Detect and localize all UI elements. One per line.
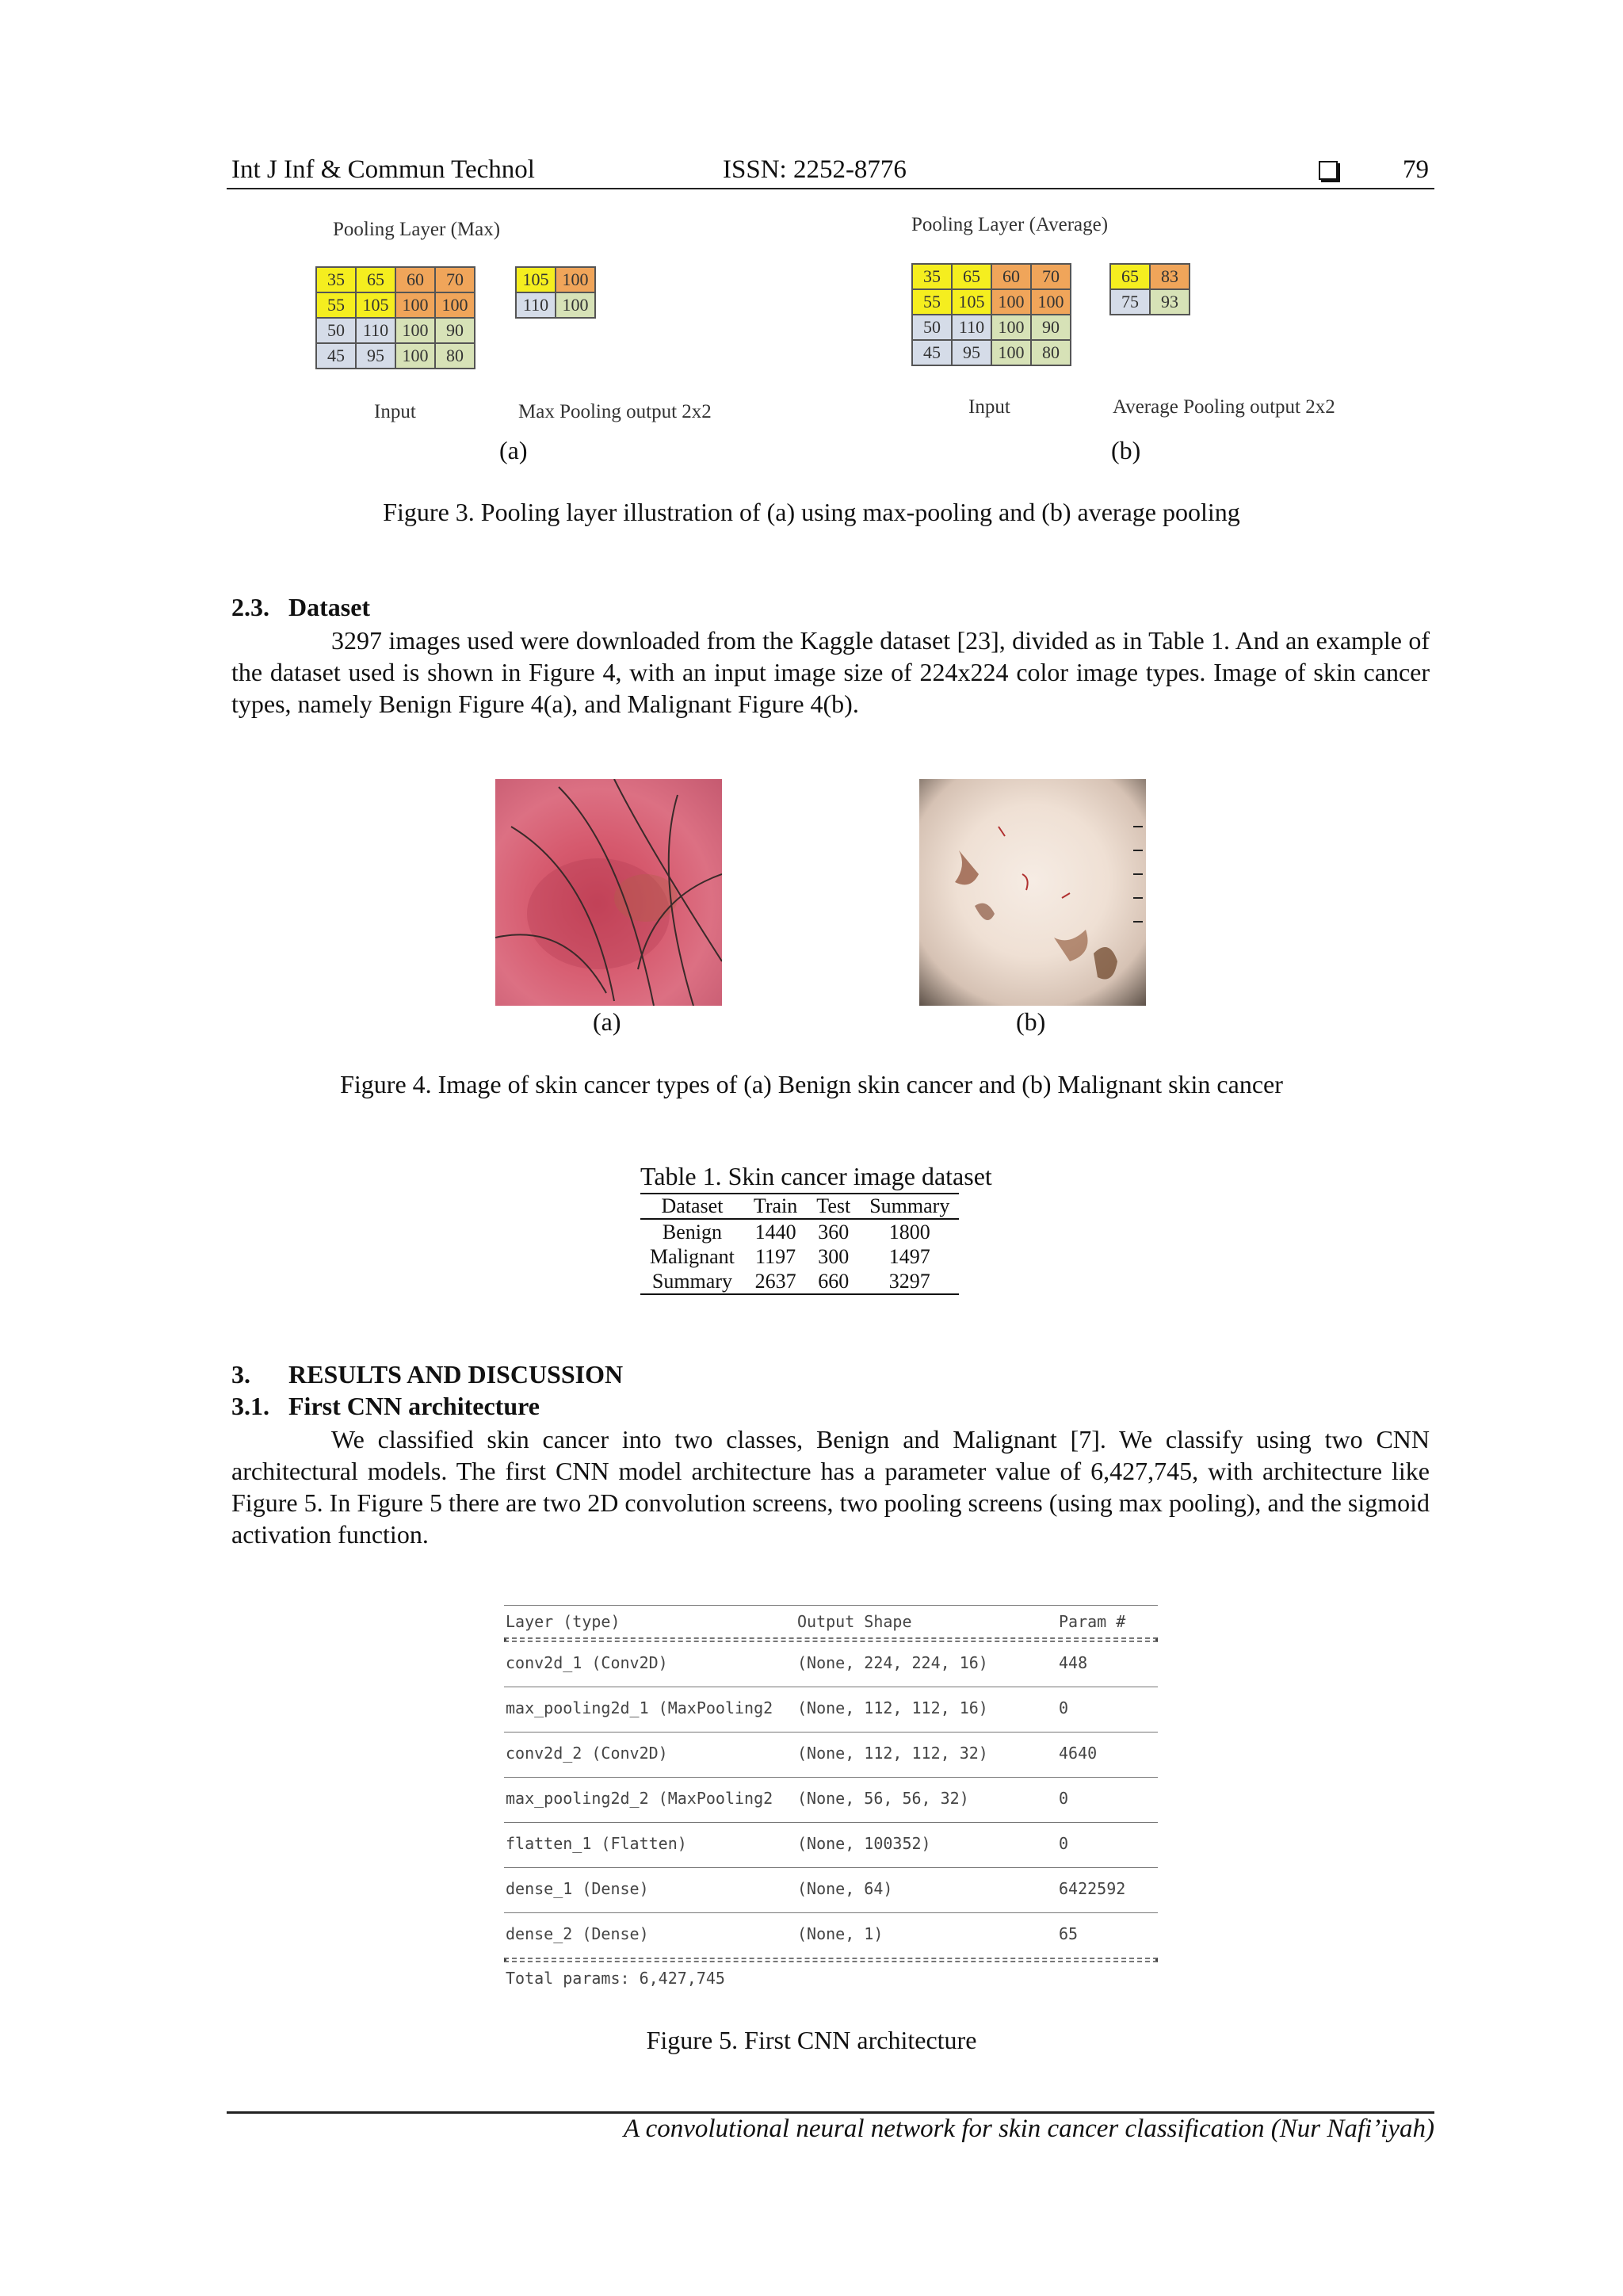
grid-cell: 80 [1031,340,1071,365]
table-row [504,1913,1158,1958]
table-cell: 1440 [754,1221,796,1244]
summary-cell: conv2d_2 (Conv2D) [506,1744,668,1763]
avg-output-label: Average Pooling output 2x2 [1113,396,1335,418]
summary-cell: Param # [1059,1612,1126,1631]
grid-cell: 35 [316,267,356,292]
summary-cell: max_pooling2d_2 (MaxPooling2 [506,1789,773,1808]
summary-cell: 6422592 [1059,1879,1126,1898]
table-row [504,1733,1158,1777]
max-input-grid [315,266,475,369]
fig4-sub-a: (a) [593,1007,621,1036]
table1 [640,1193,959,1295]
section-3-1-paragraph: We classified skin cancer into two classes, Benign and Malignant [7]. We classify using two CNN architectural models. The first CNN model architecture has a parameter value of 6,427,745, with architecture like Figure 5. In Figure 5 there are two 2D convolution screens, two pooling screens (using max pooling), and the sigmoid activation function. [231,1425,1430,1549]
table1-title: Table 1. Skin cancer image dataset [640,1162,992,1190]
avg-input-label: Input [968,396,1010,418]
table-row [504,1823,1158,1867]
table-cell: 1497 [888,1245,930,1268]
grid-cell: 70 [1031,264,1071,289]
max-output-grid [515,266,596,319]
summary-cell: 0 [1059,1834,1069,1853]
fig3-sub-b: (b) [1111,436,1141,464]
summary-cell: (None, 56, 56, 32) [797,1789,969,1808]
header-rule [227,188,1434,189]
model-summary [504,1605,1158,1994]
col-dataset: Dataset [640,1194,744,1219]
section-2-3-paragraph: 3297 images used were downloaded from the Kaggle dataset [23], divided as in Table 1. And an example of the dataset used is shown in Figure 4, with an input image size of 224x224 color image types. Image of skin cancer types, namely Benign Figure 4(a), and Malignant Figure 4(b). [231,626,1430,718]
grid-cell: 100 [395,343,435,369]
table-row [504,1868,1158,1912]
grid-cell: 110 [516,292,556,318]
table-cell: 300 [818,1245,850,1268]
summary-cell: (None, 100352) [797,1834,931,1853]
table-cell: 1197 [755,1245,796,1268]
max-output-label: Max Pooling output 2x2 [518,401,712,422]
avg-output-grid [1109,263,1190,315]
fig3-sub-a: (a) [499,436,528,464]
grid-cell: 60 [395,267,435,292]
grid-cell: 50 [316,318,356,343]
section-3-1-heading: 3.1. First CNN architecture [231,1392,540,1420]
table-row [640,1219,959,1244]
grid-cell: 55 [912,289,952,315]
grid-cell: 80 [435,343,475,369]
summary-cell: (None, 64) [797,1879,893,1898]
grid-cell: 93 [1150,289,1190,315]
table-cell: 2637 [744,1269,807,1294]
table-row [640,1244,959,1269]
summary-cell: Layer (type) [506,1612,621,1631]
issn: ISSN: 2252-8776 [723,155,907,184]
summary-cell: flatten_1 (Flatten) [506,1834,687,1853]
grid-cell: 35 [912,264,952,289]
summary-cell: Total params: 6,427,745 [506,1969,725,1988]
grid-cell: 50 [912,315,952,340]
grid-cell: 110 [356,318,395,343]
col-test: Test [807,1194,860,1219]
grid-cell: 45 [912,340,952,365]
table-row [504,1778,1158,1822]
total-params [504,1962,1158,1994]
summary-cell: 65 [1059,1924,1079,1943]
col-train: Train [744,1194,807,1219]
figure4-caption: Figure 4. Image of skin cancer types of (a) Benign skin cancer and (b) Malignant skin cancer [340,1070,1283,1098]
grid-cell: 100 [435,292,475,318]
summary-cell: 0 [1059,1698,1069,1717]
table1-wrap [640,1162,992,1295]
summary-cell: dense_2 (Dense) [506,1924,649,1943]
summary-cell: (None, 1) [797,1924,884,1943]
grid-cell: 100 [556,292,595,318]
grid-cell: 75 [1110,289,1150,315]
grid-cell: 55 [316,292,356,318]
summary-cell: 448 [1059,1653,1088,1672]
table-cell: 1800 [888,1221,930,1244]
summary-cell: (None, 224, 224, 16) [797,1653,988,1672]
page-number: 79 [1403,155,1429,184]
col-summary: Summary [860,1194,959,1219]
summary-cell: (None, 112, 112, 16) [797,1698,988,1717]
figure3-caption: Figure 3. Pooling layer illustration of (a) using max-pooling and (b) average pooling [383,498,1240,526]
section-3-heading: 3. RESULTS AND DISCUSSION [231,1360,624,1389]
grid-cell: 95 [356,343,395,369]
grid-cell: 100 [395,318,435,343]
summary-cell: dense_1 (Dense) [506,1879,649,1898]
summary-header-row [504,1606,1158,1637]
grid-cell: 83 [1150,264,1190,289]
grid-cell: 90 [1031,315,1071,340]
summary-cell: max_pooling2d_1 (MaxPooling2 [506,1698,773,1717]
figure5-caption: Figure 5. First CNN architecture [646,2026,977,2054]
grid-cell: 65 [1110,264,1150,289]
table-cell: 660 [807,1269,860,1294]
table-cell: Benign [662,1221,722,1244]
grid-cell: 100 [395,292,435,318]
summary-cell: Output Shape [797,1612,912,1631]
summary-cell: conv2d_1 (Conv2D) [506,1653,668,1672]
box-icon [1319,161,1338,180]
malignant-skin-image [919,779,1146,1006]
summary-cell: 4640 [1059,1744,1098,1763]
grid-cell: 65 [952,264,991,289]
table-row [640,1269,959,1294]
grid-cell: 70 [435,267,475,292]
grid-cell: 100 [991,315,1031,340]
footer-rule [227,2111,1434,2114]
table-cell: 360 [818,1221,850,1244]
max-pool-title: Pooling Layer (Max) [333,219,501,240]
table-cell: 3297 [860,1269,959,1294]
grid-cell: 45 [316,343,356,369]
grid-cell: 90 [435,318,475,343]
grid-cell: 105 [516,267,556,292]
fig4-sub-b: (b) [1016,1007,1046,1036]
avg-pool-title: Pooling Layer (Average) [911,214,1109,235]
avg-input-grid [911,263,1071,366]
benign-skin-image [495,779,722,1006]
summary-cell: 0 [1059,1789,1069,1808]
grid-cell: 100 [991,340,1031,365]
table-row [504,1642,1158,1687]
grid-cell: 100 [1031,289,1071,315]
grid-cell: 105 [356,292,395,318]
running-footer: A convolutional neural network for skin cancer classification (Nur Nafi’iyah) [623,2115,1434,2143]
table-cell: Summary [640,1269,744,1294]
grid-cell: 100 [991,289,1031,315]
grid-cell: 65 [356,267,395,292]
summary-cell: (None, 112, 112, 32) [797,1744,988,1763]
grid-cell: 100 [556,267,595,292]
grid-cell: 95 [952,340,991,365]
journal-name: Int J Inf & Commun Technol [231,155,535,184]
grid-cell: 110 [952,315,991,340]
table-cell: Malignant [650,1245,735,1268]
grid-cell: 60 [991,264,1031,289]
grid-cell: 105 [952,289,991,315]
max-input-label: Input [374,401,416,422]
section-2-3-heading: 2.3. Dataset [231,593,371,621]
table-row [504,1687,1158,1732]
